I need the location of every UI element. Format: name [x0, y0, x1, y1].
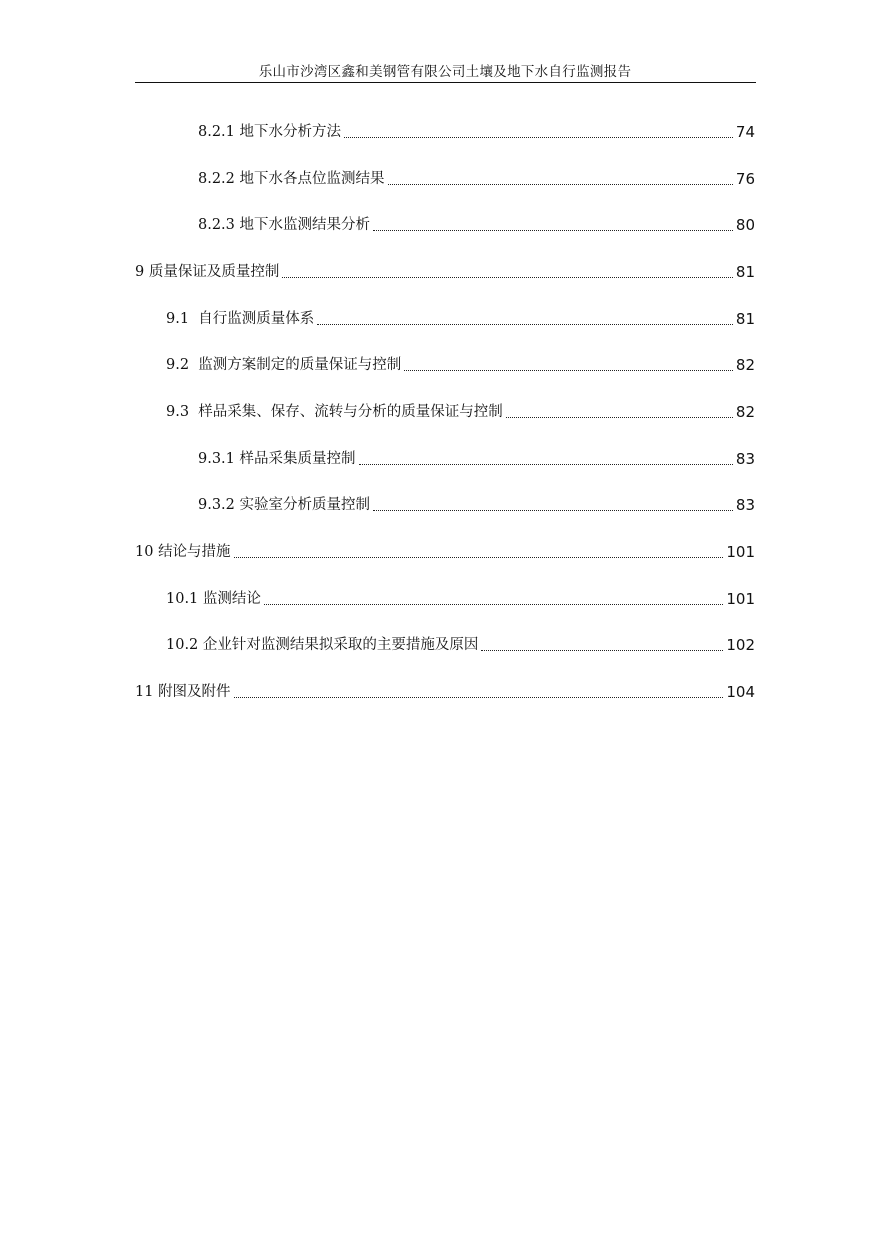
- toc-entry-10-2[interactable]: [166, 632, 755, 656]
- dot-leader: [359, 464, 733, 465]
- toc-entry-page: 81: [735, 263, 755, 281]
- toc-entry-title: 质量保证及质量控制: [148, 264, 280, 280]
- toc-entry-number: 9: [135, 264, 149, 280]
- toc-entry-9[interactable]: [135, 259, 755, 283]
- dot-leader: [264, 604, 723, 605]
- dot-leader: [234, 697, 724, 698]
- toc-entry-page: 80: [735, 216, 755, 234]
- toc-entry-page: 102: [726, 636, 755, 654]
- toc-entry-page: 101: [726, 590, 755, 608]
- dot-leader: [404, 370, 733, 371]
- toc-entry-9-3-1[interactable]: [198, 446, 755, 470]
- dot-leader: [317, 324, 733, 325]
- toc-entry-title: 附图及附件: [158, 684, 231, 700]
- toc-entry-number: 10.1: [166, 591, 203, 607]
- toc-entry-page: 74: [735, 123, 755, 141]
- dot-leader: [344, 137, 733, 138]
- dot-leader: [373, 510, 733, 511]
- toc-entry-page: 82: [735, 403, 755, 421]
- toc-entry-number: 8.2.2: [198, 171, 240, 187]
- toc-entry-number: 8.2.3: [198, 217, 240, 233]
- dot-leader: [388, 184, 733, 185]
- dot-leader: [506, 417, 733, 418]
- toc-entry-number: 10.2: [166, 637, 203, 653]
- toc-entry-title: 监测方案制定的质量保证与控制: [198, 357, 402, 373]
- toc-entry-page: 104: [726, 683, 755, 701]
- toc-entry-title: 自行监测质量体系: [198, 311, 315, 327]
- toc-entry-title: 结论与措施: [158, 544, 231, 560]
- toc-entry-title: 地下水各点位监测结果: [239, 171, 385, 187]
- toc-entry-number: 11: [135, 684, 159, 700]
- toc-entry-title: 样品采集质量控制: [239, 451, 356, 467]
- toc-entry-10[interactable]: [135, 539, 755, 563]
- toc-entry-title: 实验室分析质量控制: [239, 497, 371, 513]
- dot-leader: [373, 230, 733, 231]
- toc-entry-number: 8.2.1: [198, 124, 240, 140]
- toc-entry-page: 101: [726, 543, 755, 561]
- toc-entry-number: 9.1: [166, 311, 199, 327]
- toc-entry-page: 83: [735, 496, 755, 514]
- page-header: 乐山市沙湾区鑫和美钢管有限公司土壤及地下水自行监测报告: [258, 64, 632, 80]
- toc-entry-title: 监测结论: [202, 591, 261, 607]
- toc-entry-11[interactable]: [135, 679, 755, 703]
- toc-entry-number: 9.3: [166, 404, 199, 420]
- toc-entry-page: 81: [735, 310, 755, 328]
- toc-entry-title: 企业针对监测结果拟采取的主要措施及原因: [202, 637, 479, 653]
- toc-entry-9-1[interactable]: [166, 306, 755, 330]
- toc-entry-9-3[interactable]: [166, 399, 755, 423]
- toc-entry-9-2[interactable]: [166, 352, 755, 376]
- toc-entry-8-2-3[interactable]: [198, 212, 755, 236]
- toc-entry-number: 10: [135, 544, 159, 560]
- toc-entry-9-3-2[interactable]: [198, 492, 755, 516]
- toc-entry-page: 76: [735, 170, 755, 188]
- toc-entry-page: 82: [735, 356, 755, 374]
- toc-entry-title: 地下水监测结果分析: [239, 217, 371, 233]
- toc-entry-8-2-1[interactable]: [198, 119, 755, 143]
- dot-leader: [481, 650, 723, 651]
- dot-leader: [234, 557, 724, 558]
- toc-entry-8-2-2[interactable]: [198, 166, 755, 190]
- toc-entry-title: 样品采集、保存、流转与分析的质量保证与控制: [198, 404, 503, 420]
- dot-leader: [282, 277, 733, 278]
- toc-entry-10-1[interactable]: [166, 586, 755, 610]
- toc-entry-number: 9.3.2: [198, 497, 240, 513]
- toc-entry-number: 9.3.1: [198, 451, 240, 467]
- toc-entry-title: 地下水分析方法: [239, 124, 342, 140]
- toc-entry-page: 83: [735, 450, 755, 468]
- toc-entry-number: 9.2: [166, 357, 199, 373]
